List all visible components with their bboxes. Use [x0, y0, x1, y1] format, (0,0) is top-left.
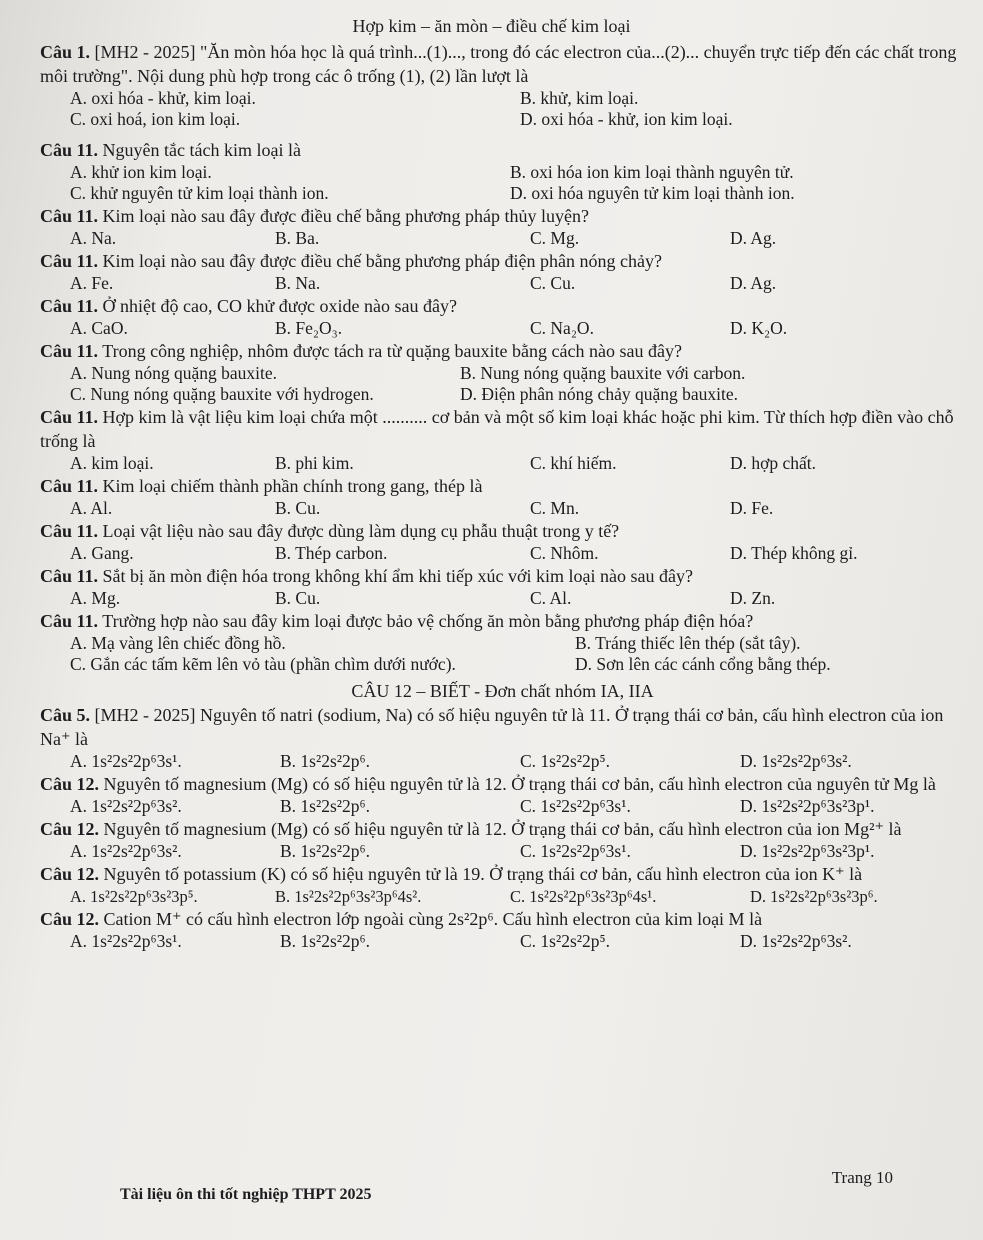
option-b: B. 1s²2s²2p⁶3s²3p⁶4s².	[275, 887, 422, 906]
question-label: Câu 12.	[40, 909, 100, 929]
option-d: D. Sơn lên các cánh cổng bằng thép.	[575, 654, 831, 674]
question-label: Câu 11.	[40, 140, 99, 160]
option-d: D. 1s²2s²2p⁶3s².	[740, 751, 852, 771]
option-c: C. 1s²2s²2p⁶3s²3p⁶4s¹.	[510, 887, 657, 906]
question-16	[40, 907, 965, 931]
option-a: A. oxi hóa - khử, kim loại.	[70, 88, 256, 108]
question-text: Kim loại chiếm thành phần chính trong gang, thép là	[102, 476, 483, 496]
question-label: Câu 12.	[40, 819, 100, 839]
option-b: B. 1s²2s²2p⁶.	[280, 841, 371, 861]
option-b: B. Ba.	[275, 228, 320, 248]
question-text: Kim loại nào sau đây được điều chế bằng phương pháp điện phân nóng chảy?	[102, 251, 662, 271]
option-d: D. Ag.	[730, 228, 777, 248]
option-b: B. phi kim.	[275, 453, 354, 473]
question-1	[40, 40, 965, 88]
page-number: Trang 10	[831, 1168, 893, 1187]
option-c: C. Nhôm.	[530, 543, 599, 563]
option-d: D. 1s²2s²2p⁶3s²3p⁶.	[750, 887, 878, 906]
option-d: D. oxi hóa - khử, ion kim loại.	[520, 109, 733, 129]
option-a: A. Al.	[70, 498, 113, 518]
question-label: Câu 5.	[40, 705, 91, 725]
option-a: A. kim loại.	[70, 453, 154, 473]
question-text: Cation M⁺ có cấu hình electron lớp ngoài cùng 2s²2p⁶. Cấu hình electron của kim loại M là	[103, 909, 763, 929]
option-a: A. khử ion kim loại.	[70, 162, 212, 182]
option-b: B. khử, kim loại.	[520, 88, 639, 108]
option-d: D. Fe.	[730, 498, 774, 518]
question-6	[40, 339, 965, 363]
question-text: Hợp kim là vật liệu kim loại chứa một .......... cơ bản và một số kim loại khác hoặc phi kim. Từ thích hợp điền vào chỗ trống là	[40, 407, 954, 451]
question-11	[40, 609, 965, 633]
question-text: Ở nhiệt độ cao, CO khử được oxide nào sau đây?	[102, 296, 457, 316]
question-text: Trong công nghiệp, nhôm được tách ra từ quặng bauxite bằng cách nào sau đây?	[102, 341, 682, 361]
option-c: C. oxi hoá, ion kim loại.	[70, 109, 241, 129]
question-4	[40, 249, 965, 273]
option-d: D. 1s²2s²2p⁶3s²3p¹.	[740, 796, 875, 816]
question-7	[40, 405, 965, 453]
option-a: A. Mạ vàng lên chiếc đồng hồ.	[70, 633, 286, 653]
question-label: Câu 12.	[40, 774, 100, 794]
question-15	[40, 862, 965, 886]
content	[40, 40, 965, 952]
option-a: A. Na.	[70, 228, 117, 248]
option-d: D. Thép không gỉ.	[730, 543, 858, 563]
question-text: Kim loại nào sau đây được điều chế bằng phương pháp thủy luyện?	[102, 206, 589, 226]
question-text: Trường hợp nào sau đây kim loại được bảo vệ chống ăn mòn bằng phương pháp điện hóa?	[102, 611, 754, 631]
option-c: C. Cu.	[530, 273, 576, 293]
option-b: B. Fe₂O₃.	[275, 318, 343, 338]
option-c: C. Na₂O.	[530, 318, 594, 338]
question-label: Câu 11.	[40, 407, 99, 427]
question-3	[40, 204, 965, 228]
question-label: Câu 11.	[40, 566, 99, 586]
question-text: Nguyên tố potassium (K) có số hiệu nguyên tử là 19. Ở trạng thái cơ bản, cấu hình electron của ion K⁺ là	[103, 864, 863, 884]
option-c: C. khử nguyên tử kim loại thành ion.	[70, 183, 329, 203]
option-c: C. Gắn các tấm kẽm lên vỏ tàu (phần chìm dưới nước).	[70, 654, 456, 674]
option-b: B. Cu.	[275, 588, 321, 608]
option-c: C. 1s²2s²2p⁶3s¹.	[520, 841, 631, 861]
question-2	[40, 138, 965, 162]
option-c: C. Al.	[530, 588, 572, 608]
option-a: A. CaO.	[70, 318, 128, 338]
option-a: A. Mg.	[70, 588, 121, 608]
option-a: A. 1s²2s²2p⁶3s¹.	[70, 931, 182, 951]
question-label: Câu 12.	[40, 864, 100, 884]
question-text: Loại vật liệu nào sau đây được dùng làm dụng cụ phẫu thuật trong y tế?	[102, 521, 620, 541]
option-b: B. 1s²2s²2p⁶.	[280, 796, 371, 816]
question-label: Câu 11.	[40, 611, 99, 631]
option-b: B. 1s²2s²2p⁶.	[280, 751, 371, 771]
question-label: Câu 11.	[40, 476, 99, 496]
option-c: C. 1s²2s²2p⁶3s¹.	[520, 796, 631, 816]
option-c: C. Mg.	[530, 228, 580, 248]
option-c: C. Nung nóng quặng bauxite với hydrogen.	[70, 384, 374, 404]
question-text: Nguyên tắc tách kim loại là	[102, 140, 301, 160]
question-13	[40, 772, 965, 796]
option-d: D. Ag.	[730, 273, 777, 293]
question-label: Câu 1.	[40, 42, 91, 62]
option-b: B. Na.	[275, 273, 321, 293]
option-a: A. Gang.	[70, 543, 134, 563]
question-12	[40, 703, 965, 751]
question-label: Câu 11.	[40, 251, 99, 271]
page-header: Hợp kim – ăn mòn – điều chế kim loại	[352, 16, 631, 36]
option-d: D. Điện phân nóng chảy quặng bauxite.	[460, 384, 738, 404]
question-text: Sắt bị ăn mòn điện hóa trong không khí ẩm khi tiếp xúc với kim loại nào sau đây?	[102, 566, 693, 586]
question-label: Câu 11.	[40, 341, 99, 361]
question-text: Nguyên tố magnesium (Mg) có số hiệu nguyên tử là 12. Ở trạng thái cơ bản, cấu hình electron của ion Mg²⁺ là	[103, 819, 902, 839]
option-c: C. Mn.	[530, 498, 580, 518]
option-b: B. Cu.	[275, 498, 321, 518]
question-text: Nguyên tố magnesium (Mg) có số hiệu nguyên tử là 12. Ở trạng thái cơ bản, cấu hình electron của nguyên tử Mg là	[103, 774, 936, 794]
option-d: D. oxi hóa nguyên tử kim loại thành ion.	[510, 183, 795, 203]
footer: Tài liệu ôn thi tốt nghiệp THPT 2025	[120, 1186, 372, 1203]
option-a: A. 1s²2s²2p⁶3s¹.	[70, 751, 182, 771]
question-5	[40, 294, 965, 318]
option-d: D. K₂O.	[730, 318, 788, 338]
question-label: Câu 11.	[40, 206, 99, 226]
option-c: C. 1s²2s²2p⁵.	[520, 931, 611, 951]
option-b: B. oxi hóa ion kim loại thành nguyên tử.	[510, 162, 794, 182]
question-8	[40, 474, 965, 498]
option-b: B. 1s²2s²2p⁶.	[280, 931, 371, 951]
question-14	[40, 817, 965, 841]
question-label: Câu 11.	[40, 521, 99, 541]
option-a: A. 1s²2s²2p⁶3s².	[70, 841, 182, 861]
option-d: D. hợp chất.	[730, 453, 817, 473]
question-label: Câu 11.	[40, 296, 99, 316]
question-10	[40, 564, 965, 588]
question-9	[40, 519, 965, 543]
option-a: A. 1s²2s²2p⁶3s²3p⁵.	[70, 887, 198, 906]
option-b: B. Nung nóng quặng bauxite với carbon.	[460, 363, 746, 383]
option-d: D. 1s²2s²2p⁶3s²3p¹.	[740, 841, 875, 861]
option-a: A. 1s²2s²2p⁶3s².	[70, 796, 182, 816]
section-title: CÂU 12 – BIẾT - Đơn chất nhóm IA, IIA	[351, 681, 654, 701]
option-b: B. Tráng thiếc lên thép (sắt tây).	[575, 633, 801, 653]
option-a: A. Fe.	[70, 273, 114, 293]
option-d: D. 1s²2s²2p⁶3s².	[740, 931, 852, 951]
option-b: B. Thép carbon.	[275, 543, 388, 563]
option-a: A. Nung nóng quặng bauxite.	[70, 363, 278, 383]
question-text: [MH2 - 2025] "Ăn mòn hóa học là quá trình...(1)..., trong đó các electron của...(2)... chuyển trực tiếp đến các chất trong môi trường". Nội dung phù hợp trong các ô trống (1), (2) lần lượt là	[40, 42, 957, 86]
question-text: [MH2 - 2025] Nguyên tố natri (sodium, Na) có số hiệu nguyên tử là 11. Ở trạng thái cơ bản, cấu hình electron của ion Na⁺ là	[40, 705, 944, 749]
option-d: D. Zn.	[730, 588, 776, 608]
option-c: C. khí hiếm.	[530, 453, 617, 473]
option-c: C. 1s²2s²2p⁵.	[520, 751, 611, 771]
